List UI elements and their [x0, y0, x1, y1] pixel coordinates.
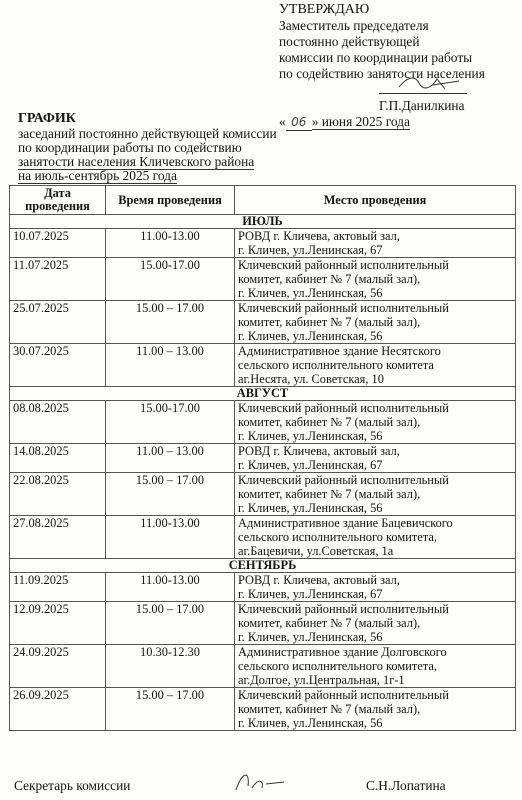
- meeting-place: [235, 602, 516, 645]
- meeting-time: 15.00 – 17.00: [106, 602, 235, 645]
- header-date: Дата проведения: [10, 186, 106, 215]
- subtitle-line: [18, 155, 348, 169]
- place-line: г. Кличев, ул.Ленинская, 56: [238, 630, 383, 644]
- table-body: [10, 215, 516, 731]
- meeting-place: [235, 229, 516, 258]
- meeting-date: 27.08.2025: [10, 516, 106, 559]
- table-row: [10, 401, 516, 444]
- meeting-date: 11.07.2025: [10, 258, 106, 301]
- header-place: Место проведения: [235, 186, 516, 215]
- place-line: сельского исполнительного комитета,: [238, 659, 437, 673]
- place-line: г. Кличев, ул.Ленинская, 56: [238, 429, 383, 443]
- approval-line: постоянно действующей: [279, 34, 420, 49]
- meeting-date: 30.07.2025: [10, 344, 106, 387]
- meeting-time: 15.00 – 17.00: [106, 301, 235, 344]
- table-row: [10, 602, 516, 645]
- approval-signatory: Г.П.Данилкина: [379, 98, 465, 113]
- approval-line: Заместитель председателя: [279, 18, 429, 33]
- place-line: Административное здание Долговского: [238, 645, 447, 659]
- table-row: [10, 473, 516, 516]
- meeting-date: 26.09.2025: [10, 688, 106, 731]
- place-line: комитет, кабинет № 7 (малый зал),: [238, 616, 421, 630]
- signature-scribble: [379, 83, 467, 94]
- table-row: [10, 344, 516, 387]
- schedule-table: [9, 185, 516, 731]
- meeting-time: 11.00-13.00: [106, 516, 235, 559]
- place-line: Кличевский районный исполнительный: [238, 301, 449, 315]
- subtitle-line: заседаний постоянно действующей комиссии: [18, 126, 277, 141]
- place-line: г. Кличев, ул.Ленинская, 67: [238, 587, 383, 601]
- place-line: г. Кличев, ул.Ленинская, 67: [238, 458, 383, 472]
- meeting-place: [235, 401, 516, 444]
- table-row: [10, 444, 516, 473]
- place-line: Кличевский районный исполнительный: [238, 258, 449, 272]
- meeting-place: [235, 444, 516, 473]
- place-line: сельского исполнительного комитета: [238, 358, 434, 372]
- table-row: [10, 573, 516, 602]
- month-label: СЕНТЯБРЬ: [10, 559, 516, 573]
- meeting-date: 11.09.2025: [10, 573, 106, 602]
- place-line: Кличевский районный исполнительный: [238, 401, 449, 415]
- meeting-time: 15.00 – 17.00: [106, 473, 235, 516]
- place-line: Кличевский районный исполнительный: [238, 473, 449, 487]
- approval-heading: УТВЕРЖДАЮ: [279, 2, 370, 17]
- place-line: комитет, кабинет № 7 (малый зал),: [238, 415, 421, 429]
- subtitle-line: [18, 169, 348, 183]
- meeting-date: 25.07.2025: [10, 301, 106, 344]
- meeting-date: 24.09.2025: [10, 645, 106, 688]
- place-line: Административное здание Несятского: [238, 344, 441, 358]
- meeting-place: [235, 473, 516, 516]
- place-line: Кличевский районный исполнительный: [238, 688, 449, 702]
- place-line: г. Кличев, ул.Ленинская, 56: [238, 286, 383, 300]
- secretary-name: С.Н.Лопатина: [366, 778, 446, 793]
- signature-icon: [379, 71, 467, 93]
- place-line: г. Кличев, ул.Ленинская, 67: [238, 243, 383, 257]
- place-line: РОВД г. Кличева, актовый зал,: [238, 444, 400, 458]
- place-line: комитет, кабинет № 7 (малый зал),: [238, 315, 421, 329]
- place-line: Кличевский районный исполнительный: [238, 602, 449, 616]
- place-line: комитет, кабинет № 7 (малый зал),: [238, 487, 421, 501]
- meeting-time: 11.00-13.00: [106, 229, 235, 258]
- place-line: аг.Долгое, ул.Центральная, 1г-1: [238, 673, 405, 687]
- header-time: Время проведения: [106, 186, 235, 215]
- month-label: АВГУСТ: [10, 387, 516, 401]
- meeting-place: [235, 516, 516, 559]
- table-row: [10, 301, 516, 344]
- table-row: [10, 229, 516, 258]
- meeting-time: 10.30-12.30: [106, 645, 235, 688]
- document-title: ГРАФИК: [18, 111, 76, 126]
- table-header-row: [10, 186, 516, 215]
- place-line: Административное здание Бацевичского: [238, 516, 453, 530]
- meeting-place: [235, 573, 516, 602]
- month-row: [10, 215, 516, 229]
- month-row: [10, 559, 516, 573]
- table-row: [10, 688, 516, 731]
- meeting-place: [235, 645, 516, 688]
- month-row: [10, 387, 516, 401]
- meeting-date: 22.08.2025: [10, 473, 106, 516]
- subtitle-text: на июль-сентябрь 2025 года: [18, 168, 177, 183]
- meeting-place: [235, 688, 516, 731]
- approval-signature-line: [279, 82, 519, 114]
- place-line: комитет, кабинет № 7 (малый зал),: [238, 272, 421, 286]
- meeting-time: 11.00-13.00: [106, 573, 235, 602]
- secretary-signature-icon: [228, 768, 288, 798]
- place-line: РОВД г. Кличева, актовый зал,: [238, 573, 400, 587]
- place-line: г. Кличев, ул.Ленинская, 56: [238, 501, 383, 515]
- meeting-time: 11.00 – 13.00: [106, 444, 235, 473]
- place-line: комитет, кабинет № 7 (малый зал),: [238, 702, 421, 716]
- meeting-time: 15.00 – 17.00: [106, 688, 235, 731]
- meeting-date: 10.07.2025: [10, 229, 106, 258]
- meeting-date: 08.08.2025: [10, 401, 106, 444]
- subtitle-line: по координации работы по содействию: [18, 140, 242, 155]
- meeting-time: 15.00-17.00: [106, 258, 235, 301]
- approval-line: по содействию занятости населения: [279, 66, 485, 81]
- place-line: г. Кличев, ул.Ленинская, 56: [238, 329, 383, 343]
- month-label: ИЮЛЬ: [10, 215, 516, 229]
- place-line: г. Кличев, ул.Ленинская, 56: [238, 716, 383, 730]
- meeting-time: 15.00-17.00: [106, 401, 235, 444]
- approval-line: комиссии по координации работы: [279, 50, 473, 65]
- table-row: [10, 258, 516, 301]
- place-line: аг.Бацевичи, ул.Советская, 1а: [238, 544, 394, 558]
- meeting-date: 14.08.2025: [10, 444, 106, 473]
- place-line: сельского исполнительного комитета,: [238, 530, 437, 544]
- meeting-place: [235, 344, 516, 387]
- table-row: [10, 516, 516, 559]
- place-line: РОВД г. Кличева, актовый зал,: [238, 229, 400, 243]
- place-line: аг.Несята, ул. Советская, 10: [238, 372, 384, 386]
- table-row: [10, 645, 516, 688]
- approval-date-rest: » июня 2025 года: [311, 114, 410, 129]
- date-open-quote: «: [279, 114, 286, 129]
- meeting-place: [235, 258, 516, 301]
- approval-day: 06: [286, 114, 312, 131]
- subtitle-text: занятости населения Кличевского района: [18, 154, 255, 169]
- meeting-place: [235, 301, 516, 344]
- meeting-time: 11.00 – 13.00: [106, 344, 235, 387]
- document-title-block: [18, 112, 348, 183]
- meeting-date: 12.09.2025: [10, 602, 106, 645]
- secretary-label: Секретарь комиссии: [14, 778, 131, 793]
